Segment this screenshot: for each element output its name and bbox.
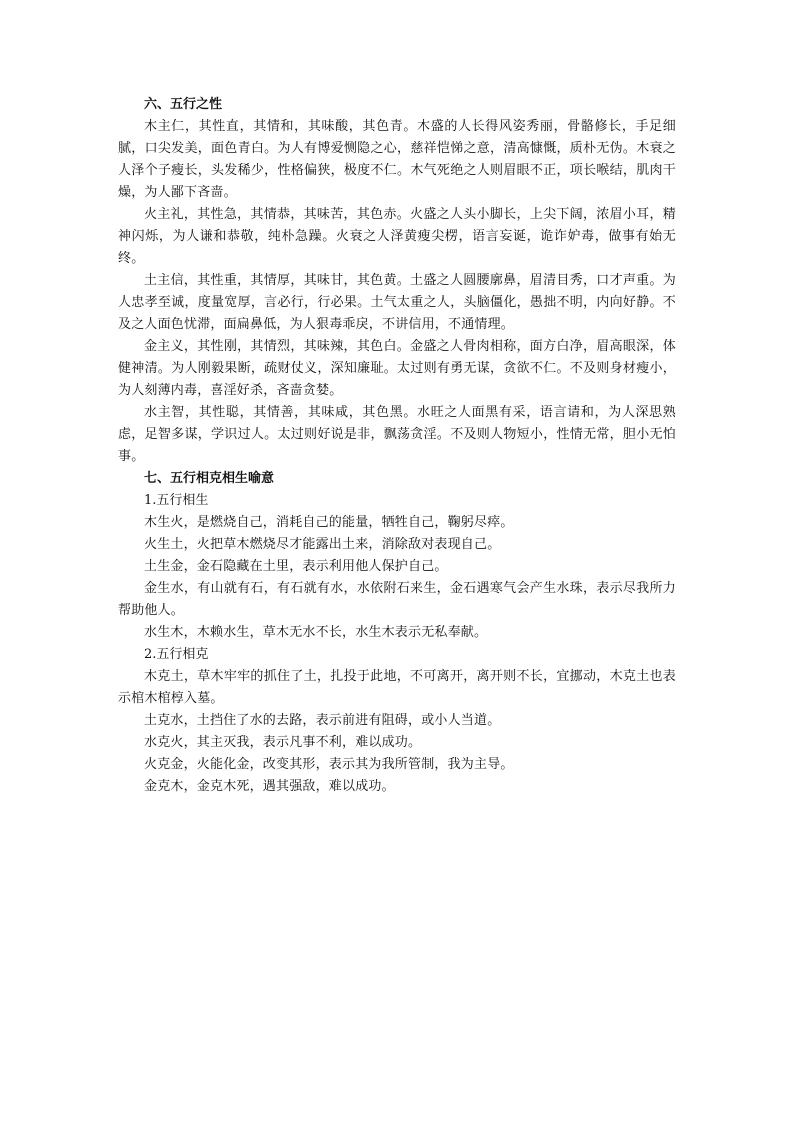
restraint-water-fire: 水克火，其主灭我，表示凡事不利，难以成功。 [144, 735, 422, 750]
subsection-generation-title: 1.五行相生 [144, 493, 209, 508]
paragraph-wood: 木主仁，其性直，其情和，其味酸，其色青。木盛的人长得风姿秀丽，骨骼修长，手足细腻，口尖发美，面色青白。为人有博爱恻隐之心，慈祥恺悌之意，清高慷慨，质朴无伪。木衰之人泽个子瘦长，头发稀少，性格偏狭，极度不仁。木气死绝之人则眉眼不正，项长喉结，肌肉干燥，为人鄙下吝啬。 [118, 119, 676, 200]
section-6-heading: 六、五行之性 [144, 97, 223, 112]
generation-water-wood: 水生木，木赖水生，草木无水不长，水生木表示无私奉献。 [144, 625, 488, 640]
paragraph-metal: 金主义，其性刚，其情烈，其味辣，其色白。金盛之人骨肉相称，面方白净，眉高眼深，体健神清。为人刚毅果断，疏财仗义，深知廉耻。太过则有勇无谋，贪欲不仁。不及则身材瘦小，为人刻薄内毒，喜淫好杀，吝啬贪婪。 [118, 339, 676, 398]
paragraph-water: 水主智，其性聪，其情善，其味咸，其色黑。水旺之人面黑有采，语言请和，为人深思熟虑，足智多谋，学识过人。太过则好说是非，飘荡贪淫。不及则人物短小，性情无常，胆小无怕事。 [118, 405, 676, 464]
paragraph-earth: 土主信，其性重，其情厚，其味甘，其色黄。土盛之人圆腰廓鼻，眉清目秀，口才声重。为人忠孝至诚，度量宽厚，言必行，行必果。土气太重之人，头脑僵化，愚拙不明，内向好静。不及之人面色忧滞，面扁鼻低，为人狠毒乖戾，不讲信用，不通情理。 [118, 273, 676, 332]
generation-metal-water: 金生水，有山就有石，有石就有水，水依附石来生，金石遇寒气会产生水珠，表示尽我所力帮助他人。 [118, 581, 676, 618]
restraint-earth-water: 土克水，土挡住了水的去路，表示前进有阻碍，或小人当道。 [144, 713, 501, 728]
paragraph-fire: 火主礼，其性急，其情恭，其味苦，其色赤。火盛之人头小脚长，上尖下阔，浓眉小耳，精神闪烁，为人谦和恭敬，纯朴急躁。火衰之人泽黄瘦尖楞，语言妄诞，诡诈妒毒，做事有始无终。 [118, 207, 676, 266]
restraint-metal-wood: 金克木，金克木死，遇其强敌，难以成功。 [144, 779, 395, 794]
generation-wood-fire: 木生火，是燃烧自己，消耗自己的能量，牺牲自己，鞠躬尽瘁。 [144, 515, 514, 530]
document-body [118, 94, 676, 798]
generation-earth-metal: 土生金，金石隐藏在土里，表示利用他人保护自己。 [144, 559, 448, 574]
subsection-restraint-title: 2.五行相克 [144, 647, 209, 662]
restraint-wood-earth: 木克土，草木牢牢的抓住了土，扎投于此地，不可离开，离开则不长，宜挪动，木克土也表示棺木棺椁入墓。 [118, 669, 676, 706]
section-7-heading: 七、五行相克相生喻意 [144, 471, 275, 486]
restraint-fire-metal: 火克金，火能化金，改变其形，表示其为我所管制，我为主导。 [144, 757, 514, 772]
generation-fire-earth: 火生土，火把草木燃烧尽才能露出土来，消除敌对表现自己。 [144, 537, 501, 552]
